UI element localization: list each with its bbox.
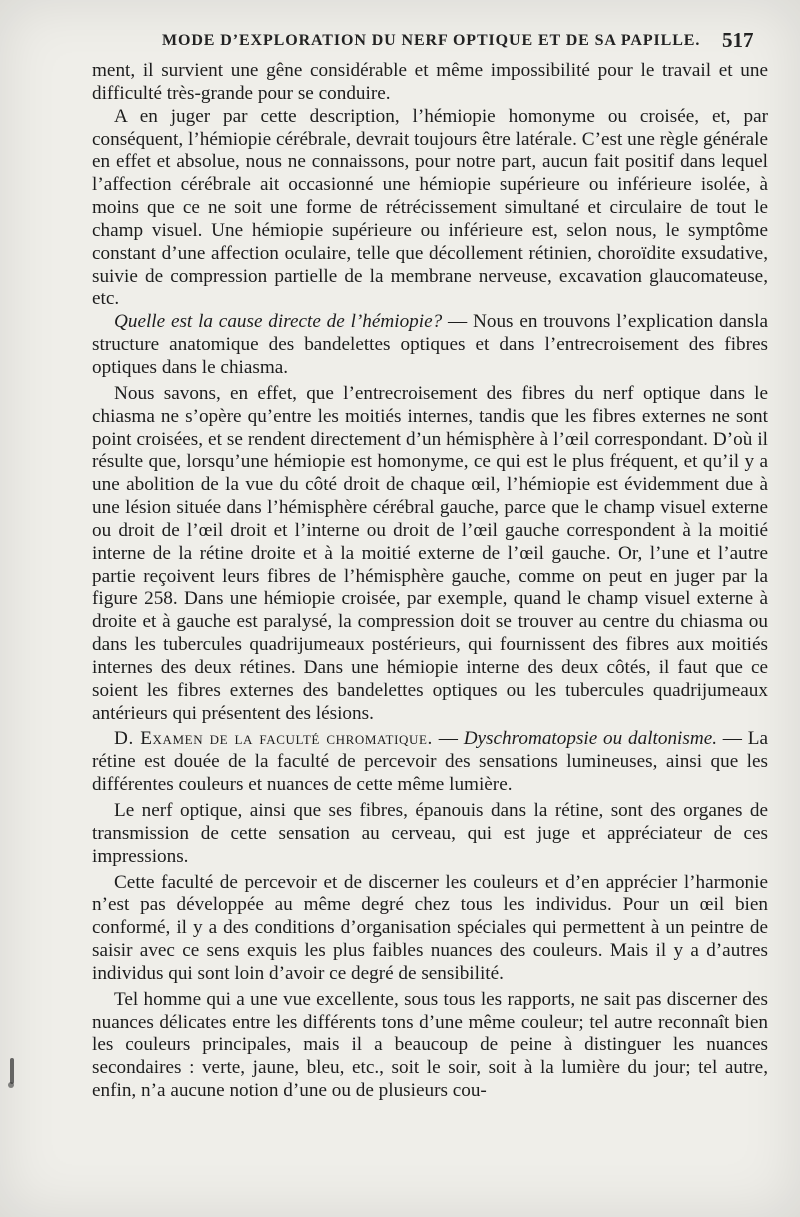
paragraph-1-text: ment, il survient une gêne considérable et même impossibilité pour le travail et une difficulté très-grande pour se conduire. [92,60,768,104]
paragraph-4 [92,383,768,726]
ink-speck-mark [10,1058,14,1084]
page-number: 517 [722,28,754,52]
paragraph-1 [92,60,768,106]
paragraph-5-section-d [92,728,768,797]
paragraph-3 [92,311,768,380]
running-title: MODE D’EXPLORATION DU NERF OPTIQUE ET DE SA PAPILLE. [162,32,701,49]
section-heading: D. Examen de la faculté chromatique. [114,728,433,750]
paragraph-7 [92,872,768,986]
body-text [92,60,768,1103]
section-dash: — [432,728,464,750]
paragraph-2-text: A en juger par cette description, l’hémiopie homonyme ou croisée, et, par conséquent, l’hémiopie cérébrale, devrait toujours être latérale. C’est une règle générale en effet et absolue, nous ne connaissons, pour notre part, aucun fait positif dans lequel l’affection cérébrale ait occasionné une hémiopie supérieure ou inférieure isolée, à moins que ce ne soit une forme de rétrécissement simultané et circulaire de tout le champ visuel. Une hémiopie supérieure ou inférieure est, selon nous, le symptôme constant d’une affection oculaire, telle que décollement rétinien, choroïdite exsudative, suivie de compression partielle de la membrane nerveuse, excavation glaucomateuse, etc. [92,105,768,310]
paragraph-6 [92,800,768,869]
paragraph-2 [92,106,768,312]
paragraph-3-italic-question: Quelle est la cause directe de l’hémiopie? [114,311,443,333]
paragraph-7-text: Cette faculté de percevoir et de discerner les couleurs et d’en apprécier l’harmonie n’est pas développée au même degré chez tous les individus. Pour un œil bien conformé, il y a des conditions d’organisation spéciales qui permettent à un peintre de saisir avec ce sens exquis les plus faibles nuances des couleurs. Mais il y a d’autres individus qui sont loin d’avoir ce degré de sensibilité. [92,871,768,984]
paragraph-3-text: — Nous en trouvons l’explication dansla structure anatomique des bandelettes optiques et dans l’entrecroisement des fibres optiques dans le chiasma. [92,311,768,378]
ink-speck-dot [8,1082,14,1088]
paragraph-5-text: — La rétine est douée de la faculté de percevoir des sensations lumineuses, ainsi que les différentes couleurs et nuances de cette même lumière. [92,728,768,796]
paragraph-8-text: Tel homme qui a une vue excellente, sous tous les rapports, ne sait pas discerner des nuances délicates entre les différents tons d’une même couleur; tel autre reconnaît bien les couleurs principales, mais il a beaucoup de peine à distinguer les nuances secondaires : verte, jaune, bleu, etc., soit le soir, soit à la lumière du jour; tel autre, enfin, n’a aucune notion d’une ou de plusieurs cou- [92,988,768,1102]
paragraph-8 [92,989,768,1103]
paragraph-6-text: Le nerf optique, ainsi que ses fibres, épanouis dans la rétine, sont des organes de transmission de cette sensation au cerveau, qui est juge et appréciateur de ces impressions. [92,800,768,867]
section-italic-title: Dyschromatopsie ou daltonisme. [463,728,718,750]
paragraph-4-text: Nous savons, en effet, que l’entrecroisement des fibres du nerf optique dans le chiasma ne s’opère qu’entre les moitiés internes, tandis que les fibres externes ne sont point croisées, et se rendent directement d’un hémisphère à l’œil correspondant. D’où il résulte que, lorsqu’une hémiopie est homonyme, ce qui est le plus fréquent, et qu’il y a une abolition de la vue du côté droit de chaque œil, l’hémiopie est évidemment due à une lésion située dans l’hémisphère cérébral gauche, parce que le champ visuel externe ou droit de l’œil droit et l’interne ou droit de l’œil gauche correspondent à la moitié interne de la rétine droite et à la moitié externe de l’œil gauche. Or, l’une et l’autre partie reçoivent leurs fibres de l’hémisphère gauche, comme on peut en juger par la figure 258. Dans une hémiopie croisée, par exemple, quand le champ visuel externe à droite et à gauche est paralysé, la compression doit se trouver au centre du chiasma ou dans les tubercules quadrijumeaux postérieurs, qui fournissent des fibres aux moitiés internes des deux rétines. Dans une hémiopie interne des deux côtés, il faut que ce soient les fibres externes des bandelettes optiques ou les tubercules quadrijumeaux antérieurs qui présentent des lésions. [92,382,768,724]
page-header [0,28,800,58]
